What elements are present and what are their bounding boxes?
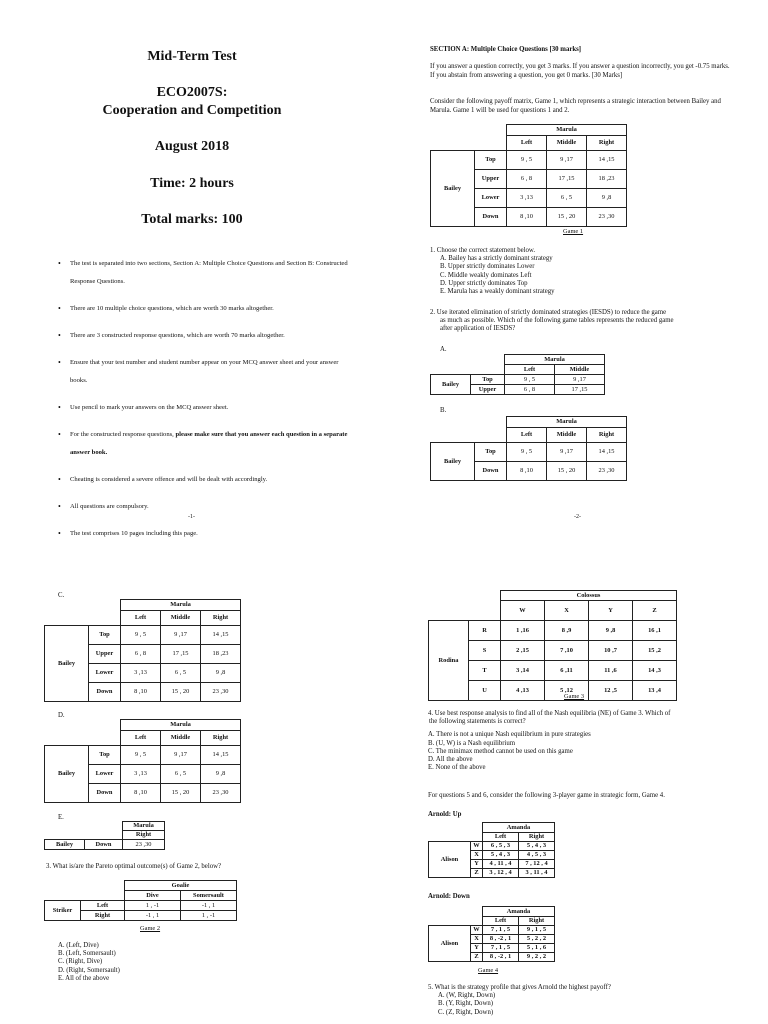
payoff-cell: 9 ,8 <box>589 621 633 641</box>
payoff-cell: 5 , 4 , 3 <box>483 851 519 860</box>
page-3 <box>0 512 384 1024</box>
payoff-cell: 10 ,7 <box>589 641 633 661</box>
payoff-cell: -1 , 1 <box>181 901 237 911</box>
column-header: Right <box>201 731 241 746</box>
column-player-label: Amanda <box>483 907 555 917</box>
option-label: E. <box>58 814 64 821</box>
option-label: A. <box>440 346 447 353</box>
column-header: Left <box>483 833 519 842</box>
arnold-up-heading: Arnold: Up <box>428 811 462 818</box>
test-date: August 2018 <box>154 139 230 154</box>
payoff-cell: 18 ,23 <box>201 645 241 664</box>
question-stem: after application of IESDS? <box>440 325 516 333</box>
column-player-label: Marula <box>507 417 627 428</box>
payoff-cell: 8 ,10 <box>121 784 161 803</box>
option-label: C. <box>58 592 65 599</box>
row-header: Lower <box>89 765 121 784</box>
column-header: Somersault <box>181 891 237 901</box>
payoff-cell: 14 ,3 <box>633 661 677 681</box>
answer-option: B. Upper strictly dominates Lower <box>440 263 535 271</box>
payoff-cell: 9 , 5 <box>121 626 161 645</box>
option-d-table <box>44 719 241 803</box>
payoff-cell: 3 , 11 , 4 <box>519 869 555 878</box>
column-header: Right <box>587 136 627 151</box>
payoff-cell: 15 , 20 <box>547 208 587 227</box>
column-header: Middle <box>547 428 587 443</box>
payoff-cell: 1 , -1 <box>125 901 181 911</box>
payoff-cell: 9 ,8 <box>201 765 241 784</box>
instructions-list <box>58 255 348 552</box>
answer-option: B. (Left, Somersault) <box>58 950 116 958</box>
question-stem: 1. Choose the correct statement below. <box>430 247 536 254</box>
game4-up-table <box>428 822 555 878</box>
game2-table <box>44 880 237 921</box>
option-label: B. <box>440 407 447 414</box>
column-header: Y <box>589 601 633 621</box>
column-header: Middle <box>161 731 201 746</box>
payoff-cell: 9 ,17 <box>161 626 201 645</box>
page-1 <box>0 0 384 537</box>
row-header: R <box>469 621 501 641</box>
page-2 <box>384 0 768 520</box>
row-header: Top <box>89 746 121 765</box>
game4-caption: Game 4 <box>478 967 499 974</box>
column-player-label: Goalie <box>125 881 237 891</box>
column-header: X <box>545 601 589 621</box>
payoff-cell: -1 , 1 <box>125 911 181 921</box>
column-player-label: Marula <box>505 355 605 365</box>
row-header: Left <box>81 901 125 911</box>
course-code: ECO2007S: <box>156 85 228 100</box>
payoff-cell: 6 ,11 <box>545 661 589 681</box>
row-header: Top <box>471 375 505 385</box>
payoff-cell: 14 ,15 <box>587 151 627 170</box>
payoff-cell: 23 ,30 <box>587 208 627 227</box>
instruction-item: • Ensure that your test number and student number appear on your MCQ answer sheet and your answer books. <box>58 354 348 390</box>
row-header: W <box>471 926 483 935</box>
column-player-label: Marula <box>507 125 627 136</box>
column-header: Right <box>201 611 241 626</box>
payoff-cell: 1 , -1 <box>181 911 237 921</box>
answer-option: A. Bailey has a strictly dominant strategy <box>440 255 553 263</box>
payoff-cell: 3 ,13 <box>121 765 161 784</box>
instruction-item: • Cheating is considered a severe offence and will be dealt with accordingly. <box>58 471 348 489</box>
payoff-cell: 6 , 5 <box>161 664 201 683</box>
answer-option: D. Upper strictly dominates Top <box>440 279 528 287</box>
payoff-cell: 9 ,8 <box>587 189 627 208</box>
payoff-cell: 23 ,30 <box>201 784 241 803</box>
payoff-cell: 7 , 1 , 5 <box>483 926 519 935</box>
row-header: Upper <box>475 170 507 189</box>
payoff-cell: 15 , 20 <box>547 462 587 481</box>
row-player-label: Bailey <box>431 375 471 395</box>
payoff-cell: 5 , 4 , 3 <box>519 842 555 851</box>
row-player-label: Bailey <box>45 746 89 803</box>
payoff-cell: 4 , 5 , 3 <box>519 851 555 860</box>
row-header: Lower <box>475 189 507 208</box>
payoff-cell: 9 , 1 , 5 <box>519 926 555 935</box>
column-header: Left <box>507 136 547 151</box>
answer-option: E. Marula has a weakly dominant strategy <box>440 288 555 296</box>
column-header: Middle <box>555 365 605 375</box>
option-c-table <box>44 599 241 702</box>
payoff-cell: 6 , 5 <box>161 765 201 784</box>
question-stem: the following statements is correct? <box>429 718 526 726</box>
column-player-label: Marula <box>123 822 165 831</box>
payoff-cell: 18 ,23 <box>587 170 627 189</box>
column-header: Right <box>123 831 165 840</box>
payoff-cell: 9 ,17 <box>161 746 201 765</box>
payoff-cell: 4 , 11 , 4 <box>483 860 519 869</box>
option-b-table <box>430 416 627 481</box>
row-header: Down <box>89 683 121 702</box>
payoff-cell: 6 , 5 , 3 <box>483 842 519 851</box>
column-player-label: Colossus <box>501 591 677 601</box>
column-header: Right <box>519 917 555 926</box>
column-player-label: Amanda <box>483 823 555 833</box>
question-3-stem: 3. What is/are the Pareto optimal outcome(s) of Game 2, below? <box>46 863 222 870</box>
row-header: Top <box>475 443 507 462</box>
page-number: -2- <box>574 514 581 520</box>
question-1 <box>430 247 555 296</box>
answer-option: C. The minimax method cannot be used on this game <box>428 747 573 755</box>
row-header: Down <box>89 784 121 803</box>
option-label: D. <box>58 712 65 719</box>
payoff-cell: 23 ,30 <box>587 462 627 481</box>
option-a-table <box>430 354 605 395</box>
payoff-cell: 15 , 20 <box>161 683 201 702</box>
arnold-down-heading: Arnold: Down <box>428 893 470 900</box>
payoff-cell: 2 ,15 <box>501 641 545 661</box>
instruction-item: • There are 3 constructed response questions, which are worth 70 marks altogether. <box>58 327 348 345</box>
row-player-label: Alison <box>429 926 471 962</box>
row-header: Down <box>85 840 123 850</box>
payoff-cell: 6 , 8 <box>507 170 547 189</box>
answer-option: C. (Right, Dive) <box>58 958 103 966</box>
payoff-cell: 8 ,10 <box>507 462 547 481</box>
row-player-label: Rodina <box>429 621 469 701</box>
payoff-cell: 6 , 5 <box>547 189 587 208</box>
row-header: U <box>469 681 501 701</box>
questions-5-6-intro: For questions 5 and 6, consider the following 3-player game in strategic form, Game 4. <box>428 792 665 799</box>
column-header: Left <box>121 611 161 626</box>
payoff-cell: 14 ,15 <box>201 626 241 645</box>
marking-instructions: If you answer a question correctly, you get 3 marks. If you answer a question incorrectly, you get -0.75 marks. If you abstain from answering a question, you get 0 marks. [30 Marks] <box>430 63 730 79</box>
row-player-label: Bailey <box>431 443 475 481</box>
answer-option: B. (Y, Right, Down) <box>438 1000 494 1008</box>
instruction-item <box>58 426 348 462</box>
row-header: Z <box>471 869 483 878</box>
row-header: Upper <box>89 645 121 664</box>
payoff-cell: 6 , 8 <box>121 645 161 664</box>
payoff-cell: 8 , -2 , 1 <box>483 953 519 962</box>
payoff-cell: 9 ,17 <box>547 443 587 462</box>
column-header: Left <box>483 917 519 926</box>
payoff-cell: 11 ,6 <box>589 661 633 681</box>
column-header: Left <box>507 428 547 443</box>
row-header: Z <box>471 953 483 962</box>
row-header: Lower <box>89 664 121 683</box>
game1-intro: Consider the following payoff matrix, Game 1, which represents a strategic interaction between Bailey and Marula. Game 1 will be used for questions 1 and 2. <box>430 98 721 114</box>
row-header: Down <box>475 208 507 227</box>
payoff-cell: 9 , 5 <box>505 375 555 385</box>
payoff-cell: 9 ,8 <box>201 664 241 683</box>
row-header: S <box>469 641 501 661</box>
answer-option: A. (W, Right, Down) <box>438 992 496 1000</box>
row-header: Top <box>475 151 507 170</box>
payoff-cell: 8 , -2 , 1 <box>483 935 519 944</box>
option-e-table <box>44 821 165 850</box>
payoff-cell: 14 ,15 <box>587 443 627 462</box>
row-header: Y <box>471 944 483 953</box>
answer-option: C. Middle weakly dominates Left <box>440 271 532 279</box>
payoff-cell: 13 ,4 <box>633 681 677 701</box>
payoff-cell: 5 , 1 , 6 <box>519 944 555 953</box>
payoff-cell: 9 , 5 <box>121 746 161 765</box>
question-stem: 2. Use iterated elimination of strictly dominated strategies (IESDS) to reduce the game <box>430 309 667 316</box>
column-header: Left <box>121 731 161 746</box>
payoff-cell: 8 ,10 <box>121 683 161 702</box>
row-header: W <box>471 842 483 851</box>
payoff-cell: 16 ,1 <box>633 621 677 641</box>
payoff-cell: 23 ,30 <box>123 840 165 850</box>
payoff-cell: 9 ,17 <box>547 151 587 170</box>
payoff-cell: 3 ,13 <box>507 189 547 208</box>
payoff-cell: 17 ,15 <box>555 385 605 395</box>
row-player-label: Bailey <box>431 151 475 227</box>
answer-option: B. (U, W) is a Nash equilibrium <box>428 739 516 747</box>
question-4 <box>428 710 670 772</box>
total-marks: Total marks: 100 <box>141 212 243 227</box>
payoff-cell: 8 ,10 <box>507 208 547 227</box>
question-stem: 5. What is the strategy profile that gives Arnold the highest payoff? <box>428 984 611 991</box>
payoff-cell: 23 ,30 <box>201 683 241 702</box>
row-header: Down <box>475 462 507 481</box>
column-header: Z <box>633 601 677 621</box>
column-header: Right <box>519 833 555 842</box>
payoff-cell: 3 , 12 , 4 <box>483 869 519 878</box>
column-header: Right <box>587 428 627 443</box>
payoff-cell: 9 , 5 <box>507 443 547 462</box>
test-title: Mid-Term Test <box>147 49 237 64</box>
payoff-cell: 9 , 5 <box>507 151 547 170</box>
payoff-cell: 3 ,13 <box>121 664 161 683</box>
payoff-cell: 7 ,10 <box>545 641 589 661</box>
payoff-cell: 5 , 2 , 2 <box>519 935 555 944</box>
answer-option: E. None of the above <box>428 764 486 772</box>
course-name: Cooperation and Competition <box>102 103 282 118</box>
column-player-label: Marula <box>121 720 241 731</box>
row-header: X <box>471 935 483 944</box>
payoff-cell: 12 ,5 <box>589 681 633 701</box>
row-header: Top <box>89 626 121 645</box>
payoff-cell: 17 ,15 <box>547 170 587 189</box>
instruction-item: • Use pencil to mark your answers on the MCQ answer sheet. <box>58 399 348 417</box>
game2-caption: Game 2 <box>140 925 161 932</box>
row-player-label: Bailey <box>45 840 85 850</box>
game1-caption: Game 1 <box>563 228 584 235</box>
row-header: Y <box>471 860 483 869</box>
question-2 <box>430 309 674 334</box>
payoff-cell: 8 ,9 <box>545 621 589 641</box>
answer-option: A. There is not a unique Nash equilibrium in pure strategies <box>428 731 591 739</box>
row-header: Right <box>81 911 125 921</box>
section-heading: SECTION A: Multiple Choice Questions [30 marks] <box>430 46 582 53</box>
row-header: T <box>469 661 501 681</box>
instruction-item: • The test comprises 10 pages including this page. <box>58 525 348 543</box>
payoff-cell: 17 ,15 <box>161 645 201 664</box>
instruction-item: • All questions are compulsory. <box>58 498 348 516</box>
row-player-label: Striker <box>45 901 81 921</box>
payoff-cell: 1 ,16 <box>501 621 545 641</box>
column-header: Middle <box>547 136 587 151</box>
answer-option: A. (Left, Dive) <box>58 942 99 949</box>
game1-table <box>430 124 627 227</box>
game3-caption: Game 3 <box>564 693 585 700</box>
row-header: X <box>471 851 483 860</box>
payoff-cell: 15 ,2 <box>633 641 677 661</box>
page-4 <box>384 512 768 1024</box>
page-number: -1- <box>188 514 195 520</box>
payoff-cell: 4 ,13 <box>501 681 545 701</box>
payoff-cell: 14 ,15 <box>201 746 241 765</box>
game4-down-table <box>428 906 555 962</box>
instruction-item: • The test is separated into two sections, Section A: Multiple Choice Questions and Section B: Constructed Response Questions. <box>58 255 348 291</box>
row-player-label: Bailey <box>45 626 89 702</box>
row-header: Upper <box>471 385 505 395</box>
payoff-cell: 5 ,12 <box>545 681 589 701</box>
payoff-cell: 6 , 8 <box>505 385 555 395</box>
instruction-emphasis: please make sure that you answer each question in a separate answer book. <box>70 431 348 456</box>
answer-option: E. All of the above <box>58 974 110 982</box>
column-player-label: Marula <box>121 600 241 611</box>
test-duration: Time: 2 hours <box>150 176 234 191</box>
question-stem: as much as possible. Which of the following game tables represents the reduced game <box>440 317 674 325</box>
question-5 <box>428 984 611 1017</box>
game3-table <box>428 590 677 701</box>
question-stem: 4. Use best response analysis to find all of the Nash equilibria (NE) of Game 3. Which of <box>428 710 671 717</box>
payoff-cell: 9 ,17 <box>555 375 605 385</box>
column-header: Dive <box>125 891 181 901</box>
column-header: Middle <box>161 611 201 626</box>
payoff-cell: 3 ,14 <box>501 661 545 681</box>
answer-option: D. (Right, Somersault) <box>58 966 120 974</box>
question-3-options <box>58 942 120 983</box>
column-header: W <box>501 601 545 621</box>
payoff-cell: 9 , 2 , 2 <box>519 953 555 962</box>
answer-option: D. All the above <box>428 756 473 764</box>
payoff-cell: 15 , 20 <box>161 784 201 803</box>
row-player-label: Alison <box>429 842 471 878</box>
payoff-cell: 7 , 12 , 4 <box>519 860 555 869</box>
instruction-item: • There are 10 multiple choice questions, which are worth 30 marks altogether. <box>58 300 348 318</box>
column-header: Left <box>505 365 555 375</box>
answer-option: C. (Z, Right, Down) <box>438 1008 494 1016</box>
instruction-text: For the constructed response questions, <box>70 431 176 438</box>
payoff-cell: 7 , 1 , 5 <box>483 944 519 953</box>
